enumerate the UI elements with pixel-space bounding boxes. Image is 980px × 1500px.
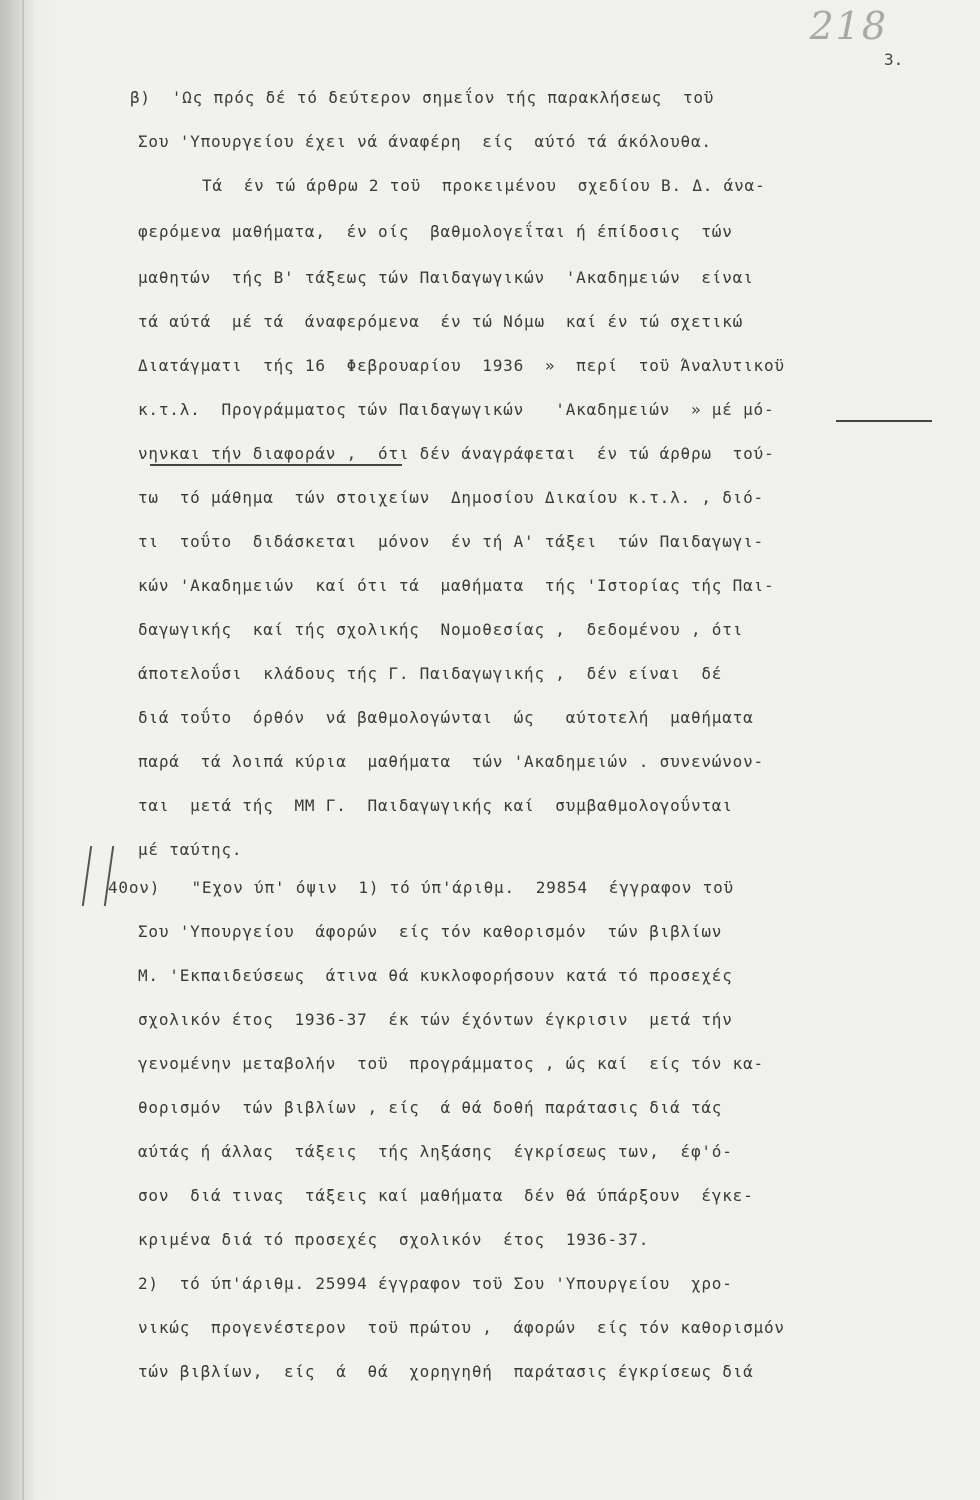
text-line: Σου 'Υπουργείου έχει νά άναφέρη είς αύτό τά άκόλουθα. (138, 132, 712, 151)
underline-stroke (836, 420, 932, 422)
text-line: σχολικόν έτος 1936-37 έκ τών έχόντων έγκρισιν μετά τήν (138, 1010, 733, 1029)
text-line: 40ον) "Εχον ύπ' όψιν 1) τό ύπ'άριθμ. 29854 έγγραφον τοϋ (108, 878, 734, 897)
text-line: νικώς προγενέστερον τοϋ πρώτου , άφορών είς τόν καθορισμόν (138, 1318, 785, 1337)
text-line: τών βιβλίων, είς ά θά χορηγηθή παράτασις έγκρίσεως διά (138, 1362, 754, 1381)
text-line: τι τοΰτο διδάσκεται μόνον έν τή Α' τάξει τών Παιδαγωγι- (138, 532, 764, 551)
text-line: Τά έν τώ άρθρω 2 τοϋ προκειμένου σχεδίου Β. Δ. άνα- (202, 176, 766, 195)
text-line: Διατάγματι τής 16 Φεβρουαρίου 1936 » περί τοϋ Άναλυτικοϋ (138, 356, 785, 375)
text-line: κ.τ.λ. Προγράμματος τών Παιδαγωγικών 'Ακαδημειών » μέ μό- (138, 400, 775, 419)
page-number: 3. (884, 50, 904, 69)
text-line: κών 'Ακαδημειών καί ότι τά μαθήματα τής 'Ιστορίας τής Παι- (138, 576, 775, 595)
underline-stroke (150, 464, 402, 466)
binding-spine (0, 0, 34, 1500)
text-line: μέ ταύτης. (138, 840, 243, 859)
margin-double-bar-mark (82, 846, 114, 906)
text-line: σον διά τινας τάξεις καί μαθήματα δέν θά ύπάρξουν έγκε- (138, 1186, 754, 1205)
text-line: νηνκαι τήν διαφοράν , ότι δέν άναγράφεται έν τώ άρθρω τού- (138, 444, 775, 463)
text-line: άποτελοΰσι κλάδους τής Γ. Παιδαγωγικής , δέν είναι δέ (138, 664, 723, 683)
text-line: γενομένην μεταβολήν τοϋ προγράμματος , ώς καί είς τόν κα- (138, 1054, 764, 1073)
text-line: μαθητών τής Β' τάξεως τών Παιδαγωγικών 'Ακαδημειών είναι (138, 268, 754, 287)
binding-fold-line (22, 0, 24, 1500)
text-line: 2) τό ύπ'άριθμ. 25994 έγγραφον τοϋ Σου 'Υπουργείου χρο- (138, 1274, 733, 1293)
text-line: τω τό μάθημα τών στοιχείων Δημοσίου Δικαίου κ.τ.λ. , διό- (138, 488, 764, 507)
archive-number: 218 (809, 4, 888, 48)
text-line: διά τοΰτο όρθόν νά βαθμολογώνται ώς αύτοτελή μαθήματα (138, 708, 754, 727)
text-line: αύτάς ή άλλας τάξεις τής ληξάσης έγκρίσεως των, έφ'ό- (138, 1142, 733, 1161)
text-line: δαγωγικής καί τής σχολικής Νομοθεσίας , δεδομένου , ότι (138, 620, 744, 639)
text-line: Σου 'Υπουργείου άφορών είς τόν καθορισμόν τών βιβλίων (138, 922, 723, 941)
text-line: φερόμενα μαθήματα, έν οίς βαθμολογεΐται ή έπίδοσις τών (138, 222, 733, 241)
text-line: θορισμόν τών βιβλίων , είς ά θά δοθή παράτασις διά τάς (138, 1098, 723, 1117)
text-line: ται μετά τής ΜΜ Γ. Παιδαγωγικής καί συμβαθμολογοΰνται (138, 796, 733, 815)
text-line: παρά τά λοιπά κύρια μαθήματα τών 'Ακαδημειών . συνενώνον- (138, 752, 764, 771)
text-line: τά αύτά μέ τά άναφερόμενα έν τώ Νόμω καί έν τώ σχετικώ (138, 312, 744, 331)
text-line: κριμένα διά τό προσεχές σχολικόν έτος 1936-37. (138, 1230, 650, 1249)
text-line: Μ. 'Εκπαιδεύσεως άτινα θά κυκλοφορήσουν κατά τό προσεχές (138, 966, 733, 985)
text-line: β) 'Ως πρός δέ τό δεύτερον σημεΐον τής παρακλήσεως τοϋ (130, 88, 715, 107)
